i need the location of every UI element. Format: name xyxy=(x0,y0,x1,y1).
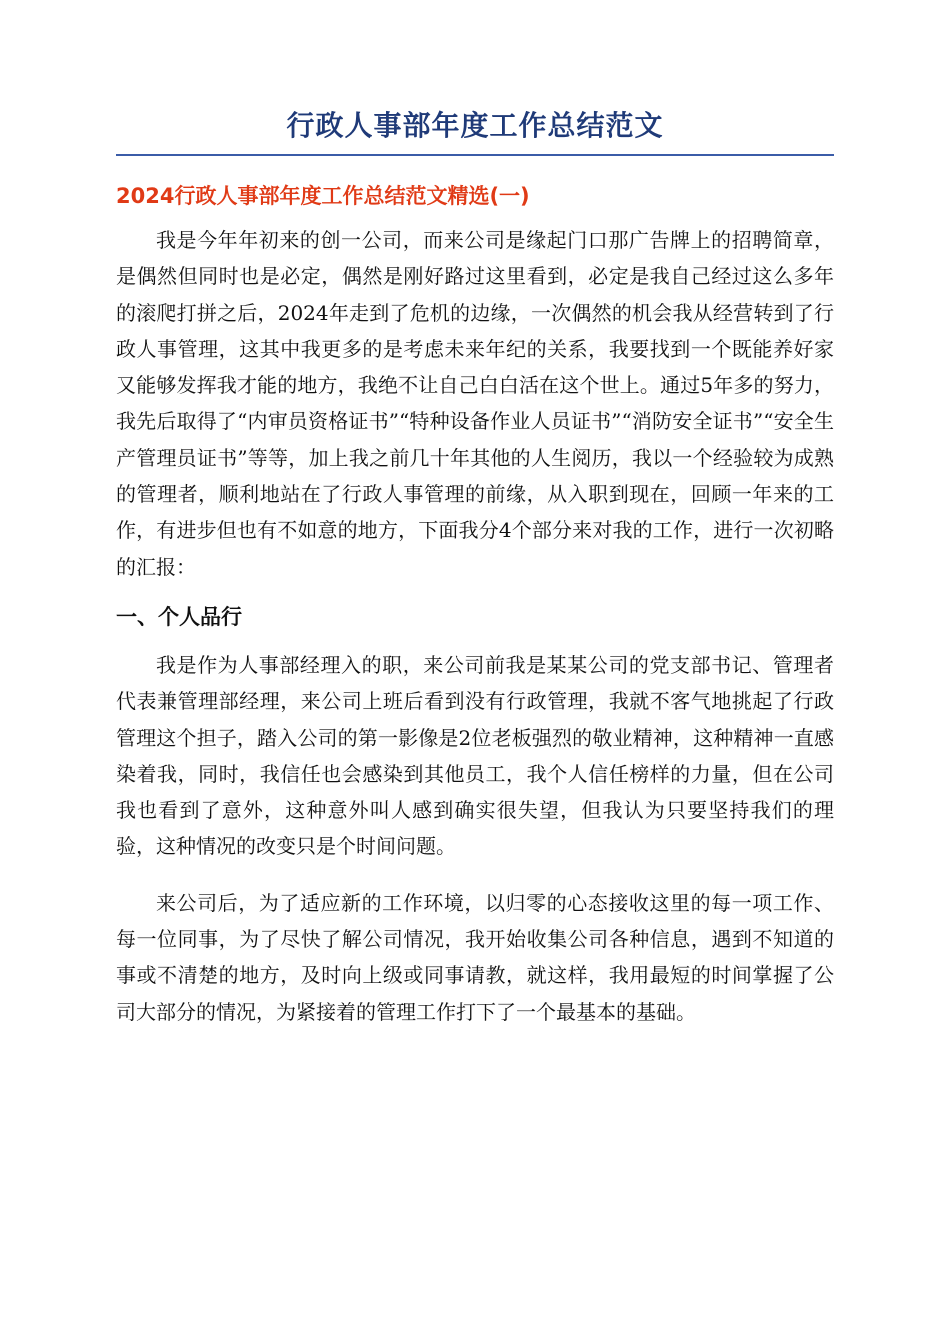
section-heading: 2024行政人事部年度工作总结范文精选(一) xyxy=(116,184,530,208)
document-page xyxy=(116,100,834,1030)
document-title: 行政人事部年度工作总结范文 xyxy=(286,109,664,142)
subsection-heading-personal-conduct: 一、个人品行 xyxy=(116,604,242,629)
subsection-paragraph: 来公司后，为了适应新的工作环境，以归零的心态接收这里的每一项工作、每一位同事，为了尽快了解公司情况，我开始收集公司各种信息，遇到不知道的事或不清楚的地方，及时向上级或同事请教，就这样，我用最短的时间掌握了公司大部分的情况，为紧接着的管理工作打下了一个最基本的基础。 xyxy=(116,890,834,1024)
intro-paragraph: 我是今年年初来的创一公司，而来公司是缘起门口那广告牌上的招聘简章，是偶然但同时也是必定，偶然是刚好路过这里看到，必定是我自己经过这么多年的滚爬打拼之后，2024年走到了危机的边缘，一次偶然的机会我从经营转到了行政人事管理，这其中我更多的是考虑未来年纪的关系，我要找到一个既能养好家又能够发挥我才能的地方，我绝不让自己白白活在这个世上。通过5年多的努力，我先后取得了“内审员资格证书”“特种设备作业人员证书”“消防安全证书”“安全生产管理员证书”等等，加上我之前几十年其他的人生阅历，我以一个经验较为成熟的管理者，顺利地站在了行政人事管理的前缘，从入职到现在，回顾一年来的工作，有进步但也有不如意的地方，下面我分4个部分来对我的工作，进行一次初略的汇报： xyxy=(116,228,834,579)
title-divider xyxy=(116,154,834,156)
subsection-paragraph: 我是作为人事部经理入的职，来公司前我是某某公司的党支部书记、管理者代表兼管理部经理，来公司上班后看到没有行政管理，我就不客气地挑起了行政管理这个担子，踏入公司的第一影像是2位老板强烈的敬业精神，这种精神一直感染着我，同时，我信任也会感染到其他员工，我个人信任榜样的力量，但在公司我也看到了意外，这种意外叫人感到确实很失望，但我认为只要坚持我们的理验，这种情况的改变只是个时间问题。 xyxy=(116,652,834,859)
paragraph-spacer xyxy=(116,865,834,885)
